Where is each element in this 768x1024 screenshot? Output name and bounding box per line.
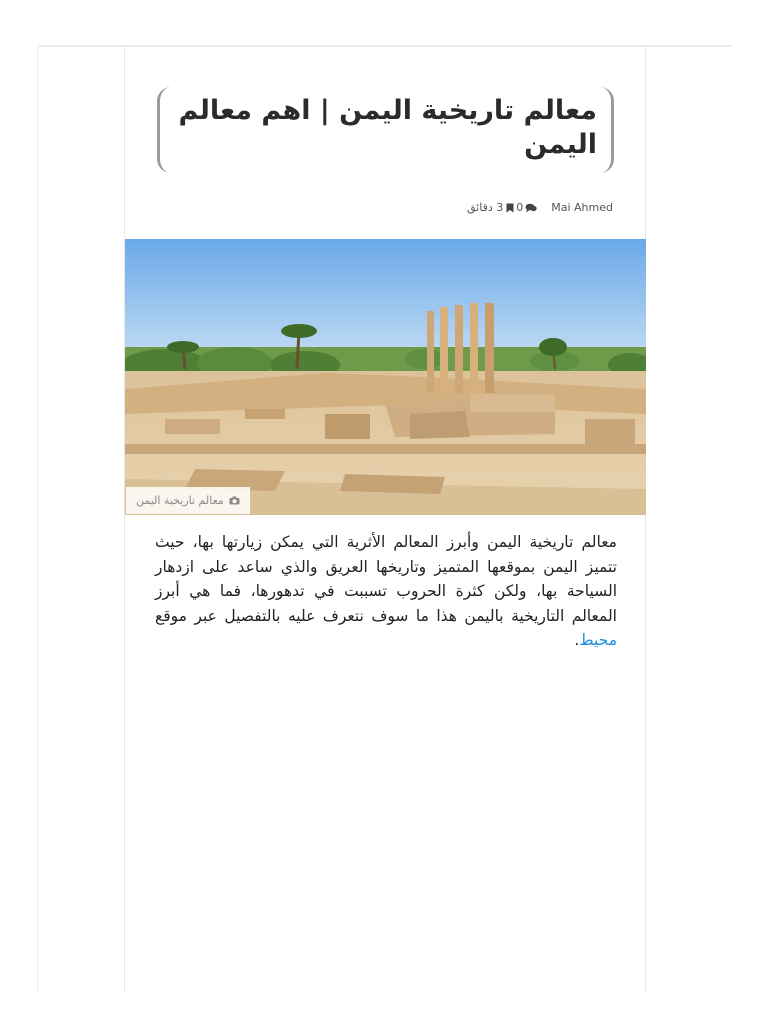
intro-end: .: [574, 631, 580, 649]
camera-icon: [229, 496, 240, 505]
image-caption: [126, 487, 250, 514]
featured-image: [125, 239, 646, 515]
read-time: 3 دقائق: [467, 201, 504, 214]
article-intro: [155, 530, 617, 653]
site-link[interactable]: محيط: [579, 631, 617, 649]
page-frame-edge: [37, 47, 38, 992]
article-card: [124, 47, 646, 992]
author-link[interactable]: Mai Ahmed: [551, 201, 613, 214]
intro-text: معالم تاريخية اليمن وأبرز المعالم الأثرية التي يمكن زيارتها بها، حيث تتميز اليمن بموقعها المتميز وتاريخها العريق والذي ساعد على ازدهار السياحة بها، ولكن كثرة الحروب تسببت في تدهورها، فما هي أبرز المعالم التاريخية باليمن هذا ما سوف نتعرف عليه بالتفصيل عبر موقع: [155, 533, 617, 625]
title-frame: [157, 87, 614, 173]
bookmark-icon: [506, 203, 514, 213]
article-title: معالم تاريخية اليمن | اهم معالم اليمن: [178, 95, 597, 160]
comments-count[interactable]: 0: [516, 201, 524, 214]
image-caption-text: معالم تاريخية اليمن: [136, 494, 224, 507]
ancient-temple-photo: [125, 239, 646, 515]
article-meta: [467, 201, 613, 214]
comments-icon[interactable]: [525, 203, 537, 213]
